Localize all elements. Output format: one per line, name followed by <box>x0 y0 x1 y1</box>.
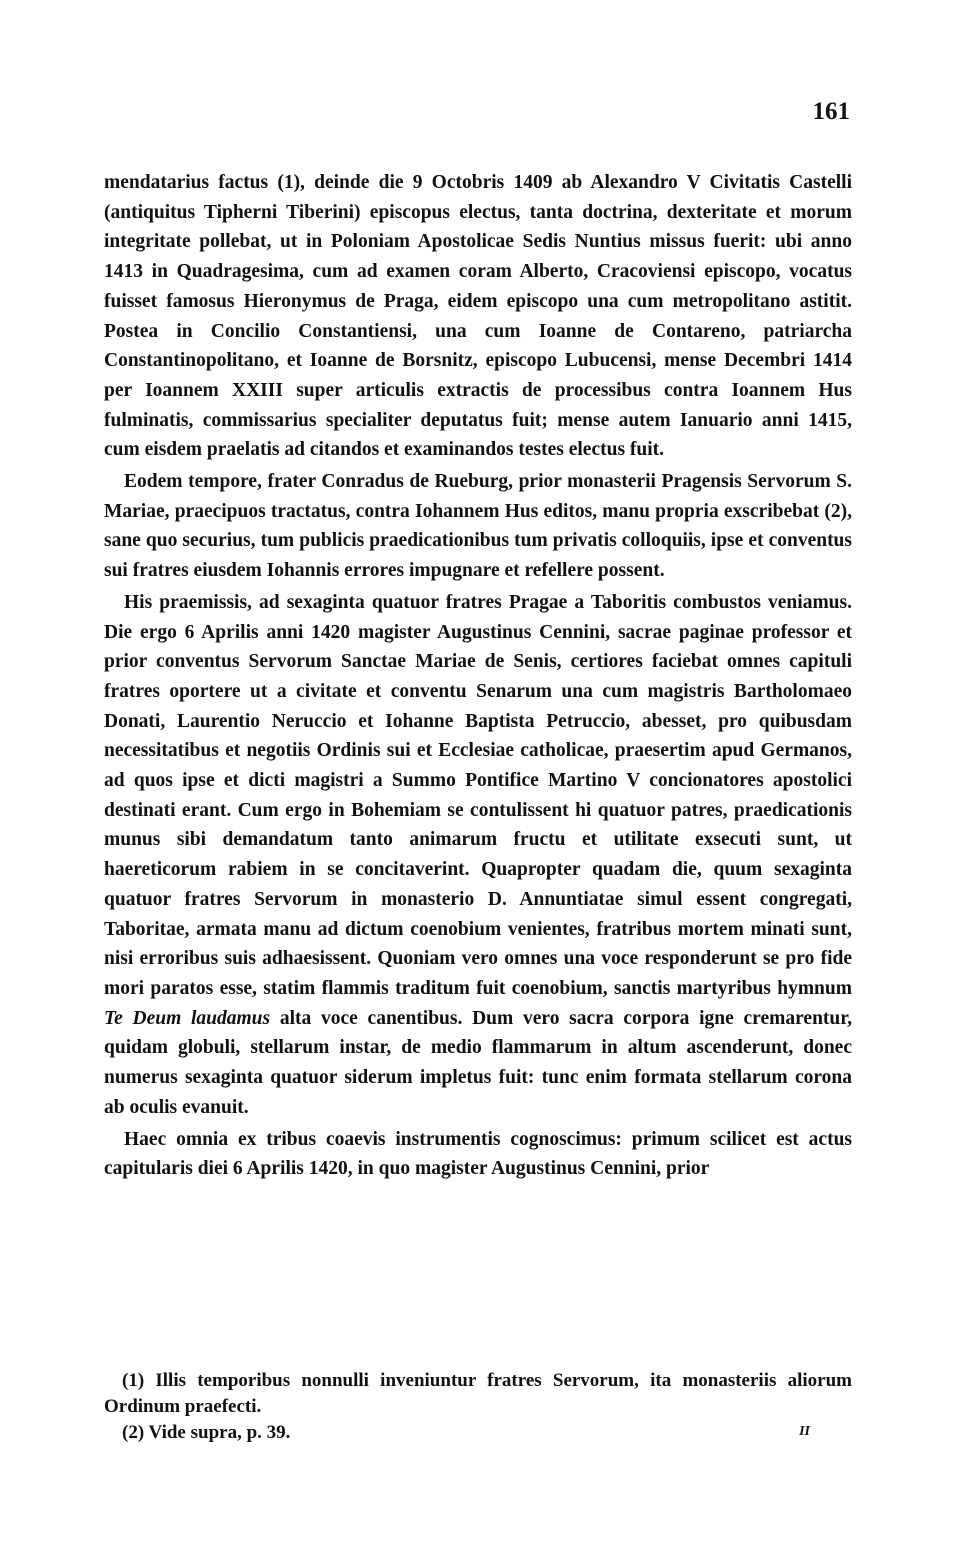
paragraph-3 <box>104 588 852 1123</box>
paragraph-2: Eodem tempore, frater Conradus de Rueburg, prior monasterii Pragensis Servorum S. Mariae, praecipuos tractatus, contra Iohannem Hus editos, manu propria exscribebat (2), sane quo securius, tum publicis praedicationibus tum privatis colloquiis, ipse et conventus sui fratres eiusdem Iohannis errores impugnare et refellere possent. <box>104 471 852 582</box>
paragraph-1: mendatarius factus (1), deinde die 9 Octobris 1409 ab Alexandro V Civitatis Castelli (antiquitus Tipherni Tiberini) episcopus electus, tanta doctrina, dexteritate et morum integritate pollebat, ut in Poloniam Apostolicae Sedis Nuntius missus fuerit: ubi anno 1413 in Quadragesima, cum ad examen coram Alberto, Cracoviensi episcopo, vocatus fuisset famosus Hieronymus de Praga, eidem episcopo una cum metropolitano astitit. Postea in Concilio Constantiensi, una cum Ioanne de Contareno, patriarcha Constantinopolitano, et Ioanne de Borsnitz, episcopo Lubucensi, mense Decembri 1414 per Ioannem XXIII super articulis extractis de processibus contra Ioannem Hus fulminatis, commissarius specialiter deputatus fuit; mense autem Ianuario anni 1415, cum eisdem praelatis ad citandos et examinandos testes electus fuit. <box>104 172 852 461</box>
paragraph-4: Haec omnia ex tribus coaevis instrumentis cognoscimus: primum scilicet est actus capitularis diei 6 Aprilis 1420, in quo magister Augustinus Cennini, prior <box>104 1128 852 1180</box>
footnotes <box>104 1368 852 1446</box>
paragraph-3-text: His praemissis, ad sexaginta quatuor fratres Pragae a Taboritis combustos veniamus. Die ergo 6 Aprilis anni 1420 magister Augustinus Cennini, sacrae paginae professor et prior conventus Servorum Sanctae Mariae de Senis, certiores faciebat omnes capituli fratres oportere ut a civitate et conventu Senarum una cum magistris Bartholomaeo Donati, Laurentio Neruccio et Iohanne Baptista Petruccio, abesset, pro quibusdam necessitatibus et negotiis Ordinis sui et Ecclesiae catholicae, praesertim apud Germanos, ad quos ipse et dicti magistri a Summo Pontifice Martino V concionatores apostolici destinati erant. Cum ergo in Bohemiam se contulissent hi quatuor patres, praedicationis munus sibi demandatum tanto animarum fructu et utilitate exsecuti sunt, ut haereticorum rabiem in se concitaverint. Quapropter quadam die, quum sexaginta quatuor fratres Servorum in monasterio D. Annuntiatae simul essent congregati, Taboritae, armata manu ad dictum coenobium venientes, fratribus mortem minati sunt, nisi erroribus suis adhaesissent. Quoniam vero omnes una voce responderunt se pro fide mori paratos esse, statim flammis traditum fuit coenobium, sanctis martyribus hymnum <box>104 591 852 999</box>
main-text <box>104 168 852 1184</box>
paragraph-3-continuation: alta voce canentibus. Dum vero sacra corpora igne cremarentur, quidam globuli, stellarum instar, de medio flammarum in altum ascenderunt, donec numerus sexaginta quatuor siderum impletus fuit: tunc enim formata stellarum corona ab oculis evanuit. <box>104 1007 852 1118</box>
hymn-title: Te Deum laudamus <box>104 1007 271 1029</box>
page-number: 161 <box>812 98 850 125</box>
footnote-2: (2) Vide supra, p. 39. <box>122 1422 291 1443</box>
signature-mark: II <box>799 1424 810 1439</box>
footnote-1: (1) Illis temporibus nonnulli inveniuntur fratres Servorum, ita monasteriis aliorum Ordinum praefecti. <box>104 1370 852 1417</box>
